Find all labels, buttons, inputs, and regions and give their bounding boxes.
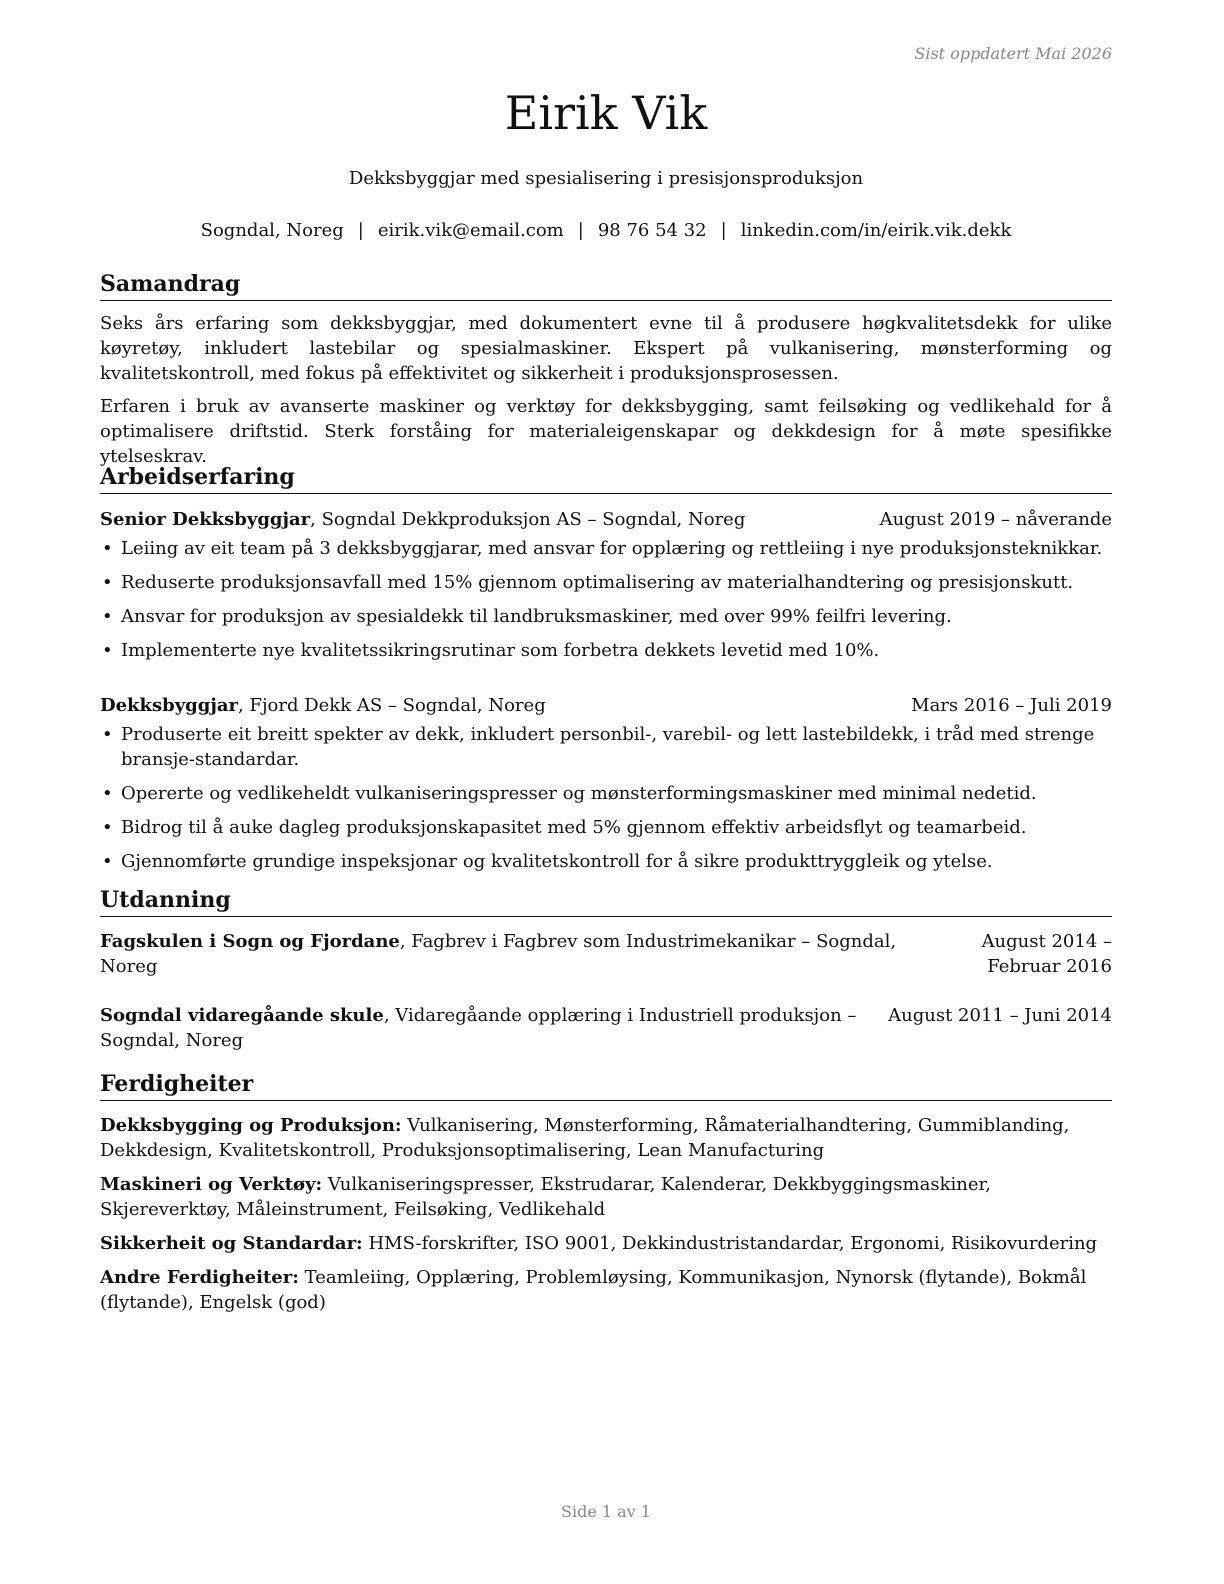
skill-group (100, 1231, 1112, 1256)
skill-label: Sikkerheit og Standardar: (100, 1233, 363, 1254)
job-bullets (100, 536, 1112, 663)
list-item: • Ansvar for produksjon av spesialdekk til landbruksmaskiner, med over 99% feilfri levering. (102, 606, 952, 627)
education-detail: , Fagbrev i Fagbrev som Industrimekanikar – Sogndal, Noreg (100, 931, 897, 977)
resume-page (100, 0, 1112, 1584)
list-item: • Opererte og vedlikeheldt vulkaniseringspresser og mønsterformingsmaskiner med minimal nedetid. (102, 783, 1037, 804)
last-updated: Sist oppdatert Mai 2026 (914, 44, 1112, 63)
bullet-icon: • (102, 783, 113, 804)
contact-phone[interactable]: 98 76 54 32 (597, 220, 707, 241)
job-header (100, 693, 1112, 718)
list-item: • Bidrog til å auke dagleg produksjonskapasitet med 5% gjennom effektiv arbeidsflyt og teamarbeid. (102, 817, 1027, 838)
experience-section (100, 463, 1112, 883)
list-item: • Leiing av eit team på 3 dekksbyggjarar, med ansvar for opplæring og rettleiing i nye produksjonsteknikkar. (102, 538, 1103, 559)
job-dates: Mars 2016 – Juli 2019 (911, 695, 1112, 716)
education-section (100, 886, 1112, 1053)
education-dates: August 2014 – Februar 2016 (981, 931, 1112, 977)
skill-group (100, 1265, 1112, 1315)
skill-text: HMS-forskrifter, ISO 9001, Dekkindustristandardar, Ergonomi, Risikovurdering (362, 1233, 1098, 1254)
bullet-icon: • (102, 572, 113, 593)
section-title-education: Utdanning (100, 886, 1112, 917)
contact-email[interactable]: eirik.vik@email.com (377, 220, 564, 241)
education-item (100, 929, 1112, 979)
job-header (100, 507, 1112, 532)
page-number: Side 1 av 1 (561, 1502, 651, 1521)
list-item: • Gjennomførte grundige inspeksjonar og kvalitetskontroll for å sikre produkttryggleik og ytelse. (102, 851, 993, 872)
bullet-icon: • (102, 538, 113, 559)
contact-location: Sogndal, Noreg (200, 220, 344, 241)
section-title-summary: Samandrag (100, 270, 1112, 301)
contact-separator: | (577, 220, 584, 241)
education-school: Sogndal vidaregåande skule (100, 1005, 384, 1026)
education-item (100, 1003, 1112, 1053)
skill-group (100, 1172, 1112, 1222)
job-bullets (100, 722, 1112, 874)
summary-section (100, 270, 1112, 469)
education-detail: , Vidaregåande opplæring i Industriell produksjon – Sogndal, Noreg (100, 1005, 857, 1051)
skill-text: Vulkaniseringspresser, Ekstrudarar, Kalenderar, Dekkbyggingsmaskiner, Skjereverktøy, Måleinstrument, Feilsøking, Vedlikehald (100, 1174, 991, 1220)
bullet-icon: • (102, 851, 113, 872)
list-item: • Implementerte nye kvalitetssikringsrutinar som forbetra dekkets levetid med 10%. (102, 640, 880, 661)
skill-label: Dekksbygging og Produksjon: (100, 1115, 402, 1136)
bullet-icon: • (102, 817, 113, 838)
skill-text: Teamleiing, Opplæring, Problemløysing, Kommunikasjon, Nynorsk (flytande), Bokmål (flytande), Engelsk (god) (100, 1267, 1087, 1313)
skill-text: Vulkanisering, Mønsterforming, Råmaterialhandtering, Gummiblanding, Dekkdesign, Kvalitetskontroll, Produksjonsoptimalisering, Lean Manufacturing (100, 1115, 1070, 1161)
list-item: • Produserte eit breitt spekter av dekk, inkludert personbil-, varebil- og lett lastebildekk, i tråd med strenge bransje-standardar. (102, 724, 1095, 770)
summary-paragraph: Seks års erfaring som dekksbyggjar, med dokumentert evne til å produsere høgkvalitetsdekk for ulike køyretøy, inkludert lastebilar og spesialmaskiner. Ekspert på vulkanisering, mønsterforming og kvalitetskontroll, med fokus på effektivitet og sikkerheit i produksjonsprosessen. (100, 313, 1112, 384)
candidate-name: Eirik Vik (504, 86, 708, 140)
bullet-icon: • (102, 606, 113, 627)
skills-section (100, 1070, 1112, 1315)
bullet-icon: • (102, 640, 113, 661)
job-company: , Fjord Dekk AS – Sogndal, Noreg (238, 695, 546, 716)
job-company: , Sogndal Dekkproduksjon AS – Sogndal, Noreg (310, 509, 746, 530)
education-dates: August 2011 – Juni 2014 (888, 1005, 1112, 1026)
contact-linkedin[interactable]: linkedin.com/in/eirik.vik.dekk (740, 220, 1012, 241)
education-school: Fagskulen i Sogn og Fjordane (100, 931, 400, 952)
job-role: Senior Dekksbyggjar (100, 509, 311, 530)
contact-separator: | (720, 220, 727, 241)
bullet-icon: • (102, 724, 113, 745)
skill-label: Andre Ferdigheiter: (100, 1267, 299, 1288)
job-dates: August 2019 – nåverande (879, 509, 1112, 530)
skill-label: Maskineri og Verktøy: (100, 1174, 323, 1195)
list-item: • Reduserte produksjonsavfall med 15% gjennom optimalisering av materialhandtering og presisjonskutt. (102, 572, 1074, 593)
section-title-experience: Arbeidserfaring (100, 463, 1112, 494)
contact-separator: | (357, 220, 364, 241)
summary-paragraph: Erfaren i bruk av avanserte maskiner og verktøy for dekksbygging, samt feilsøking og vedlikehald for å optimalisere driftstid. Sterk forståing for materialeigenskapar og dekkdesign for å møte spesifikke ytelseskrav. (100, 396, 1112, 467)
skill-group (100, 1113, 1112, 1163)
contact-line (100, 220, 1112, 241)
section-title-skills: Ferdigheiter (100, 1070, 1112, 1101)
job-role: Dekksbyggjar (100, 695, 239, 716)
tagline: Dekksbyggjar med spesialisering i presisjonsproduksjon (348, 168, 864, 189)
